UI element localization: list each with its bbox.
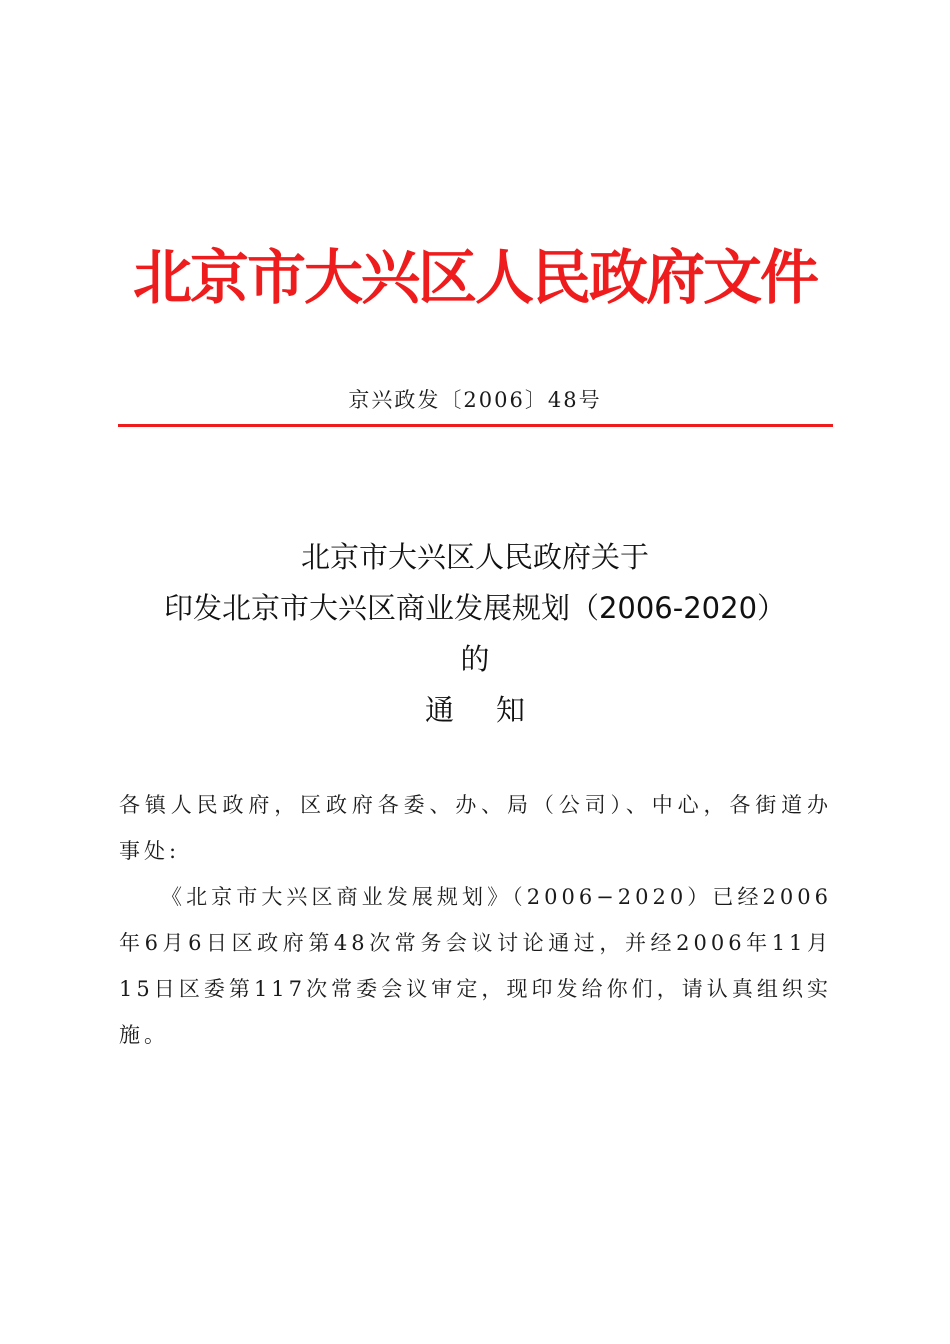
red-divider-rule — [118, 424, 833, 427]
title-line-4: 通知 — [424, 693, 567, 727]
title-line-1: 北京市大兴区人民政府关于 — [300, 540, 649, 574]
main-paragraph: 《北京市大兴区商业发展规划》（2006−2020）已经2006年6月6日区政府第48次常务会议讨论通过，并经2006年11月15日区委第117次常委会议审定，现印发给你们，请认真组织实施。 — [119, 885, 832, 1047]
document-number: 京兴政发〔2006〕48号 — [348, 388, 602, 412]
body-text — [119, 782, 832, 1058]
notice-title — [0, 532, 950, 736]
recipients-paragraph: 各镇人民政府，区政府各委、办、局（公司）、中心，各街道办事处: — [119, 793, 832, 863]
masthead-title: 北京市大兴区人民政府文件 — [132, 243, 817, 312]
title-line-2: 印发北京市大兴区商业发展规划（2006-2020） — [163, 591, 787, 625]
title-line-3: 的 — [460, 642, 490, 676]
